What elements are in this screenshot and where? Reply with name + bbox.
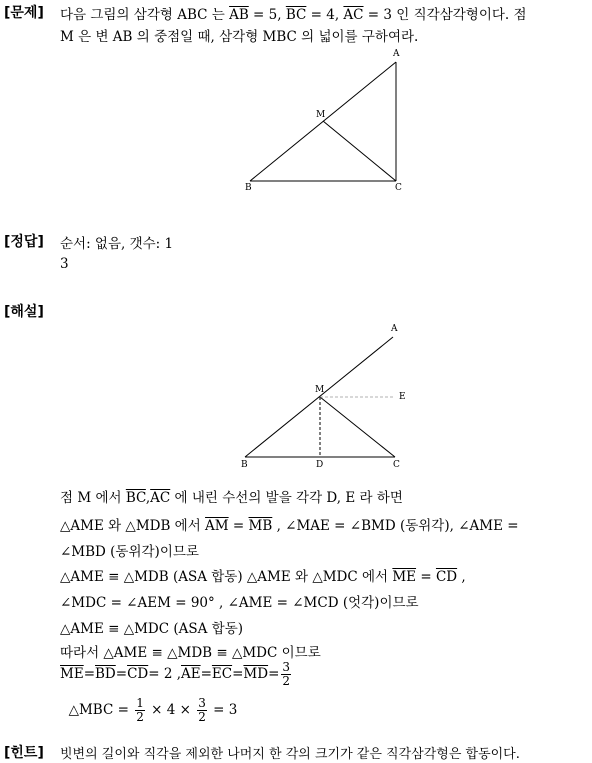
answer-meta: 순서: 없음, 갯수: 1 (60, 236, 174, 252)
label-a: A (391, 324, 398, 334)
explanation-line-5: ∠MDC = ∠AEM = 90° , ∠AME = ∠MCD (엇각)이므로 (60, 595, 419, 611)
fraction-denominator: 2 (136, 709, 144, 724)
segment-cd: $\overline{CD}$ (127, 666, 149, 682)
explanation-text: = (228, 518, 249, 534)
explanation-line-4 (60, 565, 466, 585)
explanation-text: × 4 × (146, 702, 196, 718)
segment-mc (320, 397, 395, 457)
explanation-text: = (115, 666, 128, 682)
segment-me: $\overline{ME}$ (60, 666, 84, 682)
segment-md: $\overline{MD}$ (243, 666, 269, 682)
problem-text: = 5, (248, 7, 286, 23)
explanation-text: , (145, 490, 151, 506)
explanation-line-6: △AME ≡ △MDC (ASA 합동) (60, 621, 244, 637)
explanation-text: = (200, 666, 212, 682)
explanation-text: △MBC = (60, 702, 134, 718)
explanation-text: , ∠MAE = ∠BMD (동위각), ∠AME = (272, 518, 519, 534)
segment-me: $\overline{ME}$ (392, 569, 417, 585)
problem-text: 다음 그림의 삼각형 ABC 는 (60, 7, 230, 23)
segment-cd: $\overline{CD}$ (435, 569, 458, 585)
explanation-text: , (457, 569, 466, 585)
segment-mb: $\overline{MB}$ (248, 518, 273, 534)
fraction-one-half (135, 697, 145, 724)
explanation-text: = 2 , (148, 666, 181, 682)
explanation-text: △AME 와 △MDB 에서 (60, 518, 206, 534)
explanation-line-8 (60, 657, 293, 691)
problem-tag: [문제] (4, 5, 44, 21)
fraction-three-halves (281, 661, 291, 688)
explanation-line-2 (60, 514, 519, 534)
hint-text: 빗변의 길이와 직각을 제외한 나머지 한 각의 크기가 같은 직각삼각형은 합동이다. (60, 747, 520, 762)
segment-bd: $\overline{BD}$ (95, 666, 116, 682)
fraction-numerator: 3 (198, 695, 206, 710)
label-m: M (316, 110, 326, 120)
explanation-line-3: ∠MBD (동위각)이므로 (60, 544, 199, 560)
hint-tag: [힌트] (4, 745, 44, 761)
explanation-line-7: 따라서 △AME ≡ △MDB ≡ △MDC 이므로 (60, 645, 321, 661)
explanation-text: = (232, 666, 244, 682)
fraction-denominator: 2 (198, 709, 206, 724)
segment-ab: $\overline{AB}$ (229, 7, 249, 23)
answer-value: 3 (60, 256, 69, 272)
segment-am: $\overline{AM}$ (205, 518, 229, 534)
label-m: M (315, 385, 325, 395)
segment-ae: $\overline{AE}$ (181, 666, 201, 682)
problem-figure (240, 44, 410, 194)
label-d: D (316, 460, 324, 470)
segment-ac: $\overline{AC}$ (150, 490, 171, 506)
segment-ac: $\overline{AC}$ (343, 7, 364, 23)
label-a: A (393, 49, 400, 59)
segment-bc: $\overline{BC}$ (125, 490, 146, 506)
fraction-denominator: 2 (282, 673, 291, 688)
explanation-tag: [해설] (4, 304, 44, 320)
problem-line-2: M 은 변 AB 의 중점일 때, 삼각형 MBC 의 넓이를 구하여라. (60, 29, 419, 45)
explanation-figure (235, 318, 415, 473)
label-b: B (245, 183, 252, 193)
segment-bc: $\overline{BC}$ (285, 7, 307, 23)
problem-line-1 (60, 3, 527, 23)
explanation-text: = (268, 666, 280, 682)
explanation-text: 점 M 에서 (60, 490, 126, 506)
label-c: C (393, 460, 400, 470)
explanation-text: = (83, 666, 95, 682)
problem-text: = 3 인 직각삼각형이다. 점 (363, 7, 527, 23)
explanation-text: = 3 (208, 702, 238, 718)
segment-mc (323, 121, 396, 181)
label-b: B (241, 460, 248, 470)
fraction-numerator: 1 (136, 695, 144, 710)
explanation-line-9 (60, 692, 237, 728)
label-e: E (399, 392, 406, 402)
segment-ec: $\overline{EC}$ (211, 666, 233, 682)
fraction-three-halves (197, 697, 207, 724)
explanation-text: 에 내린 수선의 발을 각각 D, E 라 하면 (170, 490, 403, 506)
fraction-numerator: 3 (282, 659, 291, 674)
answer-tag: [정답] (4, 234, 44, 250)
explanation-text: = (416, 569, 436, 585)
label-c: C (395, 183, 402, 193)
explanation-line-1 (60, 486, 403, 506)
problem-text: = 4, (306, 7, 344, 23)
explanation-text: △AME ≡ △MDB (ASA 합동) △AME 와 △MDC 에서 (60, 569, 393, 585)
